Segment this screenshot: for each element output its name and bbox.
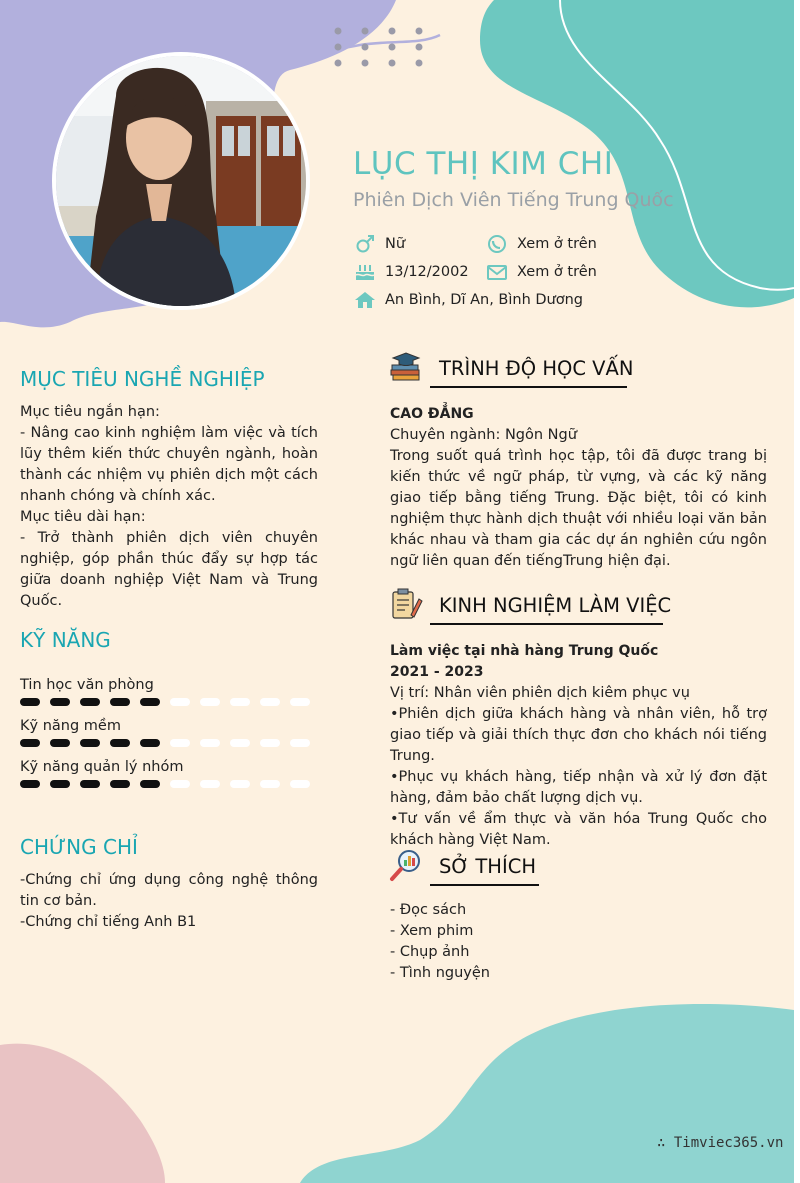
certificates-heading: CHỨNG CHỈ	[20, 835, 138, 859]
objective-text	[20, 402, 318, 612]
candidate-name: LỤC THỊ KIM CHI	[353, 146, 614, 182]
skill-dash-empty	[260, 780, 280, 788]
envelope-icon	[486, 262, 508, 282]
skill-dash-filled	[110, 698, 130, 706]
skill-dash-filled	[140, 698, 160, 706]
experience-duty: •Tư vấn về ẩm thực và văn hóa Trung Quốc cho khách hàng Việt Nam.	[390, 811, 767, 848]
objective-line: - Nâng cao kinh nghiệm làm việc và tích lũy thêm kiến thức chuyên ngành, hoàn thành các nhiệm vụ phiên dịch một cách nhanh chóng và chính xác.	[20, 425, 318, 504]
address-info	[354, 290, 583, 310]
skill-dash-filled	[110, 739, 130, 747]
skill-dash-filled	[20, 780, 40, 788]
skill-dash-filled	[20, 739, 40, 747]
gender-info	[354, 234, 405, 254]
experience-position: Vị trí: Nhân viên phiên dịch kiêm phục vụ	[390, 685, 690, 701]
experience-text	[390, 641, 767, 851]
candidate-role: Phiên Dịch Viên Tiếng Trung Quốc	[353, 189, 674, 211]
skill-dash-empty	[200, 780, 220, 788]
objective-heading: MỤC TIÊU NGHỀ NGHIỆP	[20, 367, 265, 391]
profile-photo	[52, 52, 310, 310]
skill-dash-empty	[200, 739, 220, 747]
skills-heading: KỸ NĂNG	[20, 628, 111, 652]
watermark: ∴ Timviec365.vn	[657, 1135, 784, 1151]
experience-period: 2021 - 2023	[390, 664, 484, 680]
whatsapp-icon	[486, 234, 508, 254]
education-heading: TRÌNH ĐỘ HỌC VẤN	[439, 357, 634, 380]
skill-dash-filled	[80, 739, 100, 747]
email-value: Xem ở trên	[517, 264, 597, 280]
skill-dash-filled	[50, 698, 70, 706]
graduation-books-icon	[389, 350, 423, 384]
hobbies-underline	[430, 884, 539, 886]
skill-level-bar	[20, 780, 320, 790]
certificates-text	[20, 870, 318, 933]
objective-line: Mục tiêu ngắn hạn:	[20, 404, 160, 420]
skill-dash-empty	[170, 780, 190, 788]
skill-dash-empty	[170, 698, 190, 706]
hobby-item: - Tình nguyện	[390, 965, 490, 981]
experience-duty: •Phục vụ khách hàng, tiếp nhận và xử lý đơn đặt hàng, đảm bảo chất lượng dịch vụ.	[390, 769, 767, 806]
experience-company: Làm việc tại nhà hàng Trung Quốc	[390, 643, 659, 659]
birthday-info	[354, 262, 469, 282]
skill-dash-filled	[80, 780, 100, 788]
hobby-item: - Xem phim	[390, 923, 474, 939]
certificate-line: -Chứng chỉ tiếng Anh B1	[20, 914, 197, 930]
skill-name: Kỹ năng mềm	[20, 718, 121, 734]
clipboard-pen-icon	[389, 587, 423, 621]
education-degree: CAO ĐẲNG	[390, 406, 474, 422]
skill-dash-empty	[230, 698, 250, 706]
skill-dash-empty	[290, 780, 310, 788]
experience-underline	[430, 623, 663, 625]
gender-icon	[354, 234, 376, 254]
skill-dash-empty	[200, 698, 220, 706]
skill-dash-empty	[170, 739, 190, 747]
phone-info	[486, 234, 597, 254]
skill-name: Kỹ năng quản lý nhóm	[20, 759, 184, 775]
hobbies-list	[390, 900, 767, 984]
education-major: Chuyên ngành: Ngôn Ngữ	[390, 427, 577, 443]
experience-duty: •Phiên dịch giữa khách hàng và nhân viên, hỗ trợ giao tiếp và giải thích thực đơn cho khách nói tiếng Trung.	[390, 706, 767, 764]
birthday-value: 13/12/2002	[385, 264, 469, 280]
email-info	[486, 262, 597, 282]
skill-dash-filled	[110, 780, 130, 788]
skill-level-bar	[20, 739, 320, 749]
skill-dash-empty	[290, 698, 310, 706]
skill-dash-empty	[290, 739, 310, 747]
address-value: An Bình, Dĩ An, Bình Dương	[385, 292, 584, 308]
home-icon	[354, 290, 376, 310]
education-text	[390, 404, 767, 572]
bottom-teal-blob	[300, 1004, 794, 1183]
skill-dash-filled	[50, 780, 70, 788]
phone-value: Xem ở trên	[517, 236, 597, 252]
hobby-item: - Chụp ảnh	[390, 944, 470, 960]
education-underline	[430, 386, 627, 388]
skill-dash-filled	[50, 739, 70, 747]
skill-dash-empty	[260, 698, 280, 706]
objective-line: Mục tiêu dài hạn:	[20, 509, 146, 525]
experience-heading: KINH NGHIỆM LÀM VIỆC	[439, 594, 672, 617]
skill-name: Tin học văn phòng	[20, 677, 154, 693]
education-description: Trong suốt quá trình học tập, tôi đã được trang bị kiến thức về ngữ pháp, từ vựng, và các kỹ năng giao tiếp bằng tiếng Trung. Đặc biệt, tôi có kinh nghiệm thực hành dịch thuật với nhiều loại văn bản khác nhau và tham gia các dự án nghiên cứu ngôn ngữ liên quan đến tiếngTrung hiện đại.	[390, 448, 767, 569]
skill-dash-empty	[230, 739, 250, 747]
hobbies-heading: SỞ THÍCH	[439, 855, 536, 878]
skill-level-bar	[20, 698, 320, 708]
hobby-item: - Đọc sách	[390, 902, 467, 918]
skill-dash-filled	[80, 698, 100, 706]
pink-blob	[0, 1044, 165, 1183]
magnifier-chart-icon	[389, 848, 423, 882]
skill-dash-empty	[230, 780, 250, 788]
objective-line: - Trở thành phiên dịch viên chuyên nghiệp, góp phần thúc đẩy sự hợp tác giữa doanh nghiệp Việt Nam và Trung Quốc.	[20, 530, 318, 609]
birthday-cake-icon	[354, 262, 376, 282]
certificate-line: -Chứng chỉ ứng dụng công nghệ thông tin cơ bản.	[20, 872, 318, 909]
skill-dash-filled	[20, 698, 40, 706]
skill-dash-empty	[260, 739, 280, 747]
skill-dash-filled	[140, 780, 160, 788]
skill-dash-filled	[140, 739, 160, 747]
gender-value: Nữ	[385, 236, 406, 252]
